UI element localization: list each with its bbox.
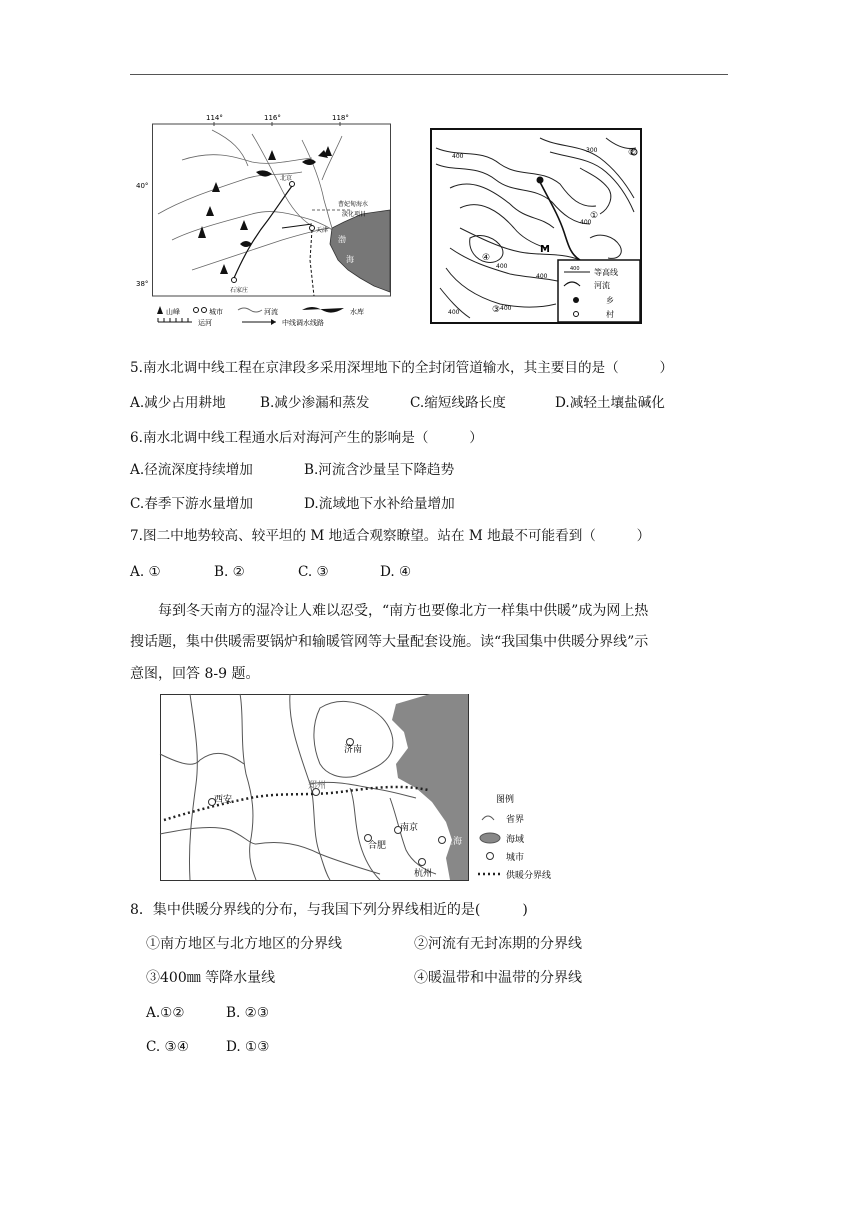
city-label: 北京 bbox=[280, 175, 293, 182]
option-a: A. ① bbox=[130, 564, 161, 580]
map1-legend bbox=[157, 306, 364, 327]
project-label: 曹妃甸海水 bbox=[338, 201, 369, 208]
svg-text:运河: 运河 bbox=[198, 319, 212, 327]
option-b: B. ② bbox=[214, 564, 245, 580]
question-8-stem: 8．集中供暖分界线的分布，与我国下列分界线相近的是( ) bbox=[130, 902, 528, 918]
passage-line: 意图，回答 8-9 题。 bbox=[130, 666, 260, 682]
contour-map bbox=[430, 128, 642, 324]
city-label: 上海 bbox=[444, 837, 463, 847]
map2-legend bbox=[558, 260, 640, 322]
lon-label: 118° bbox=[332, 114, 349, 122]
contour-label: 400 bbox=[496, 263, 508, 270]
city-label: 杭州 bbox=[414, 869, 433, 879]
heating-boundary-map bbox=[160, 694, 568, 886]
lon-label: 116° bbox=[264, 114, 281, 122]
option-c: C. ③ bbox=[298, 564, 329, 580]
option-d: D. ①③ bbox=[226, 1039, 270, 1055]
option-b: B.减少渗漏和蒸发 bbox=[260, 395, 370, 411]
svg-text:等高线: 等高线 bbox=[594, 268, 618, 277]
sea-label: 海 bbox=[346, 255, 354, 264]
option-d: D. ④ bbox=[380, 564, 412, 580]
option-b: B. ②③ bbox=[226, 1005, 270, 1021]
marker: ④ bbox=[482, 253, 491, 263]
water-diversion-map bbox=[136, 110, 392, 327]
sea-label: 渤 bbox=[338, 235, 346, 244]
passage-line: 搜话题，集中供暖需要锅炉和输暖管网等大量配套设施。读“我国集中供暖分界线”示 bbox=[130, 634, 649, 650]
city-label: 合肥 bbox=[368, 841, 387, 851]
city-label: 西安 bbox=[214, 795, 233, 805]
option-d: D.流域地下水补给量增加 bbox=[304, 496, 455, 512]
map3-legend bbox=[478, 793, 551, 881]
lat-label: 38° bbox=[136, 280, 149, 288]
statement-1: ①南方地区与北方地区的分界线 bbox=[146, 936, 342, 952]
point-M: M bbox=[540, 244, 550, 255]
project-label: 淡化项目 bbox=[342, 211, 367, 218]
city-label: 南京 bbox=[400, 823, 419, 833]
svg-text:省界: 省界 bbox=[506, 815, 525, 825]
contour-label: 400 bbox=[500, 305, 512, 312]
option-a: A.径流深度持续增加 bbox=[130, 462, 253, 478]
marker: ③ bbox=[492, 305, 501, 315]
svg-text:河流: 河流 bbox=[264, 308, 278, 316]
lat-label: 40° bbox=[136, 182, 149, 190]
passage-line: 每到冬天南方的湿冷让人难以忍受，“南方也要像北方一样集中供暖”成为网上热 bbox=[158, 603, 649, 619]
svg-text:水库: 水库 bbox=[350, 308, 364, 316]
question-7-stem: 7.图二中地势较高、较平坦的 M 地适合观察瞭望。站在 M 地最不可能看到（ ） bbox=[130, 528, 651, 544]
option-a: A.①② bbox=[146, 1005, 185, 1021]
contour-label: 400 bbox=[536, 273, 548, 280]
question-5-stem: 5.南水北调中线工程在京津段多采用深埋地下的全封闭管道输水，其主要目的是（ ） bbox=[130, 360, 674, 376]
svg-text:供暖分界线: 供暖分界线 bbox=[506, 871, 552, 881]
svg-text:村: 村 bbox=[606, 310, 614, 319]
svg-text:400: 400 bbox=[570, 266, 580, 272]
city-label: 石家庄 bbox=[230, 287, 249, 294]
option-d: D.减轻土壤盐碱化 bbox=[555, 395, 665, 411]
township-marker bbox=[537, 177, 544, 184]
option-c: C.春季下游水量增加 bbox=[130, 496, 253, 512]
option-a: A.减少占用耕地 bbox=[130, 395, 226, 411]
option-c: C. ③④ bbox=[146, 1039, 189, 1055]
contour-label: 300 bbox=[586, 147, 598, 154]
contour-label: 400 bbox=[448, 309, 460, 316]
svg-text:中线调水线路: 中线调水线路 bbox=[282, 319, 324, 327]
statement-3: ③400㎜ 等降水量线 bbox=[146, 970, 276, 986]
svg-text:河流: 河流 bbox=[594, 281, 610, 290]
svg-text:乡: 乡 bbox=[606, 296, 614, 305]
option-b: B.河流含沙量呈下降趋势 bbox=[304, 462, 455, 478]
svg-text:图例: 图例 bbox=[496, 795, 515, 805]
statement-2: ②河流有无封冻期的分界线 bbox=[414, 936, 582, 952]
marker: ① bbox=[590, 211, 599, 221]
svg-text:城市: 城市 bbox=[209, 308, 223, 316]
svg-text:山峰: 山峰 bbox=[166, 308, 180, 316]
svg-text:海域: 海域 bbox=[506, 835, 525, 845]
city-label: 济南 bbox=[344, 745, 363, 755]
header-rule bbox=[130, 74, 728, 75]
contour-label: 400 bbox=[452, 153, 464, 160]
statement-4: ④暖温带和中温带的分界线 bbox=[414, 970, 582, 986]
option-c: C.缩短线路长度 bbox=[410, 395, 506, 411]
city-label: 天津 bbox=[316, 227, 329, 234]
question-6-stem: 6.南水北调中线工程通水后对海河产生的影响是（ ） bbox=[130, 430, 483, 446]
svg-text:城市: 城市 bbox=[506, 853, 525, 863]
lon-label: 114° bbox=[206, 114, 223, 122]
city-label: 郑州 bbox=[308, 781, 327, 791]
marker: ② bbox=[628, 148, 637, 158]
contour-label: 400 bbox=[580, 219, 592, 226]
